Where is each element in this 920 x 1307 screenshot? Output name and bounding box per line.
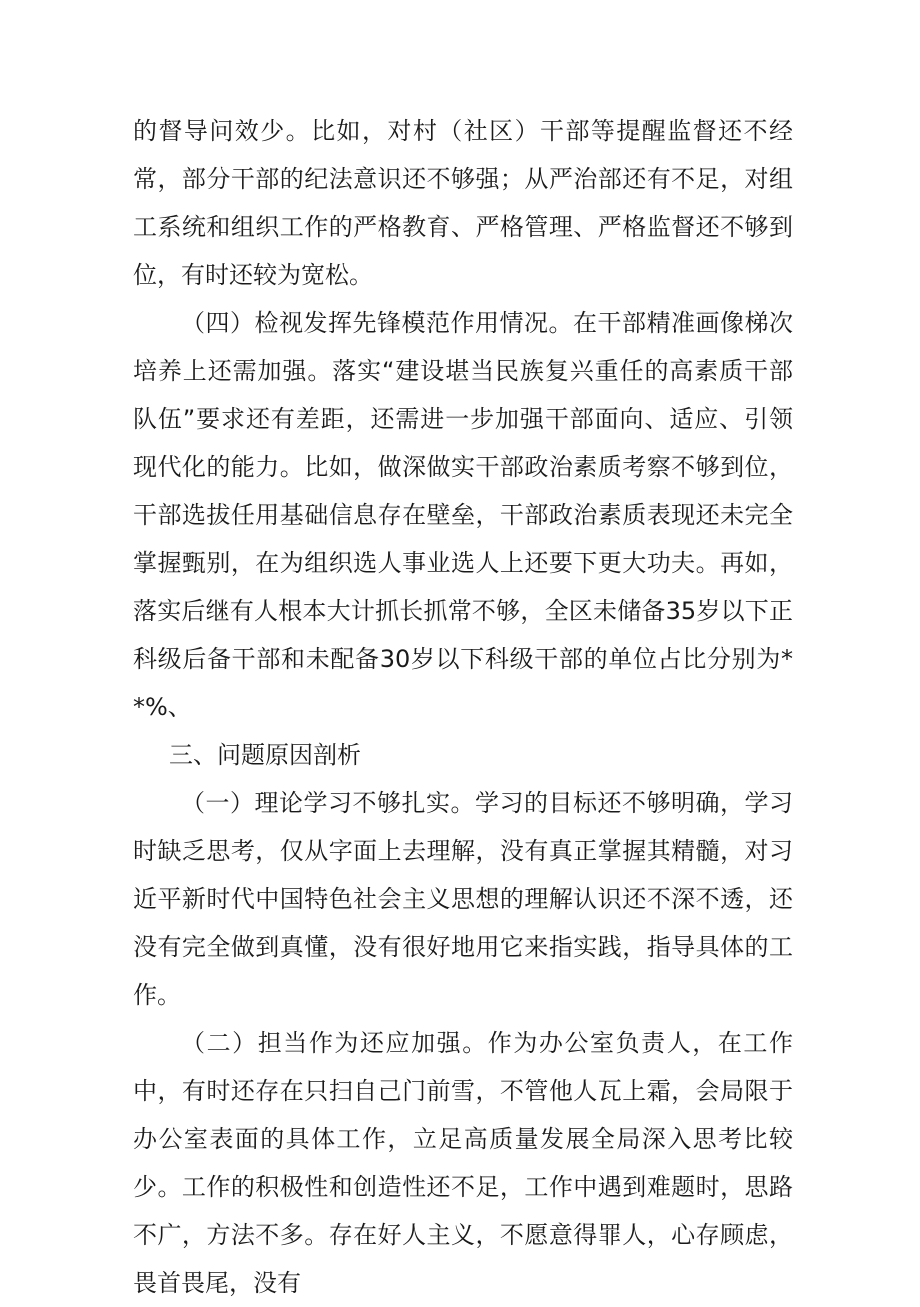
paragraph-cause-1: （一）理论学习不够扎实。学习的目标还不够明确，学习时缺乏思考，仅从字面上去理解，没有真正掌握其精髓，对习近平新时代中国特色社会主义思想的理解认识还不深不透，还没有完全做到真懂，没有很好地用它来指实践，指导具体的工作。 [133,789,793,1009]
paragraph-continuation: 的督导问效少。比如，对村（社区）干部等提醒监督还不经常，部分干部的纪法意识还不够强；从严治部还有不足，对组工系统和组织工作的严格教育、严格管理、严格监督还不够到位，有时还较为宽松。 [133,117,793,289]
paragraph-section-4: （四）检视发挥先锋模范作用情况。在干部精准画像梯次培养上还需加强。落实“建设堪当民族复兴重任的高素质干部队伍”要求还有差距，还需进一步加强干部面向、适应、引领现代化的能力。比如，做深做实干部政治素质考察不够到位，干部选拔任用基础信息存在壁垒，干部政治素质表现还未完全掌握甄别，在为组织选人事业选人上还要下更大功夫。再如，落实后继有人根本大计抓长抓常不够，全区未储备35岁以下正科级后备干部和未配备30岁以下科级干部的单位占比分别为**%、 [133,309,793,721]
section-heading-3: 三、问题原因剖析 [169,741,361,769]
document-body [133,107,793,1307]
paragraph-cause-2: （二）担当作为还应加强。作为办公室负责人，在工作中，有时还存在只扫自己门前雪，不管他人瓦上霜，会局限于办公室表面的具体工作，立足高质量发展全局深入思考比较少。工作的积极性和创造性还不足，工作中遇到难题时，思路不广，方法不多。存在好人主义，不愿意得罪人，心存顾虑，畏首畏尾，没有 [133,1029,793,1297]
